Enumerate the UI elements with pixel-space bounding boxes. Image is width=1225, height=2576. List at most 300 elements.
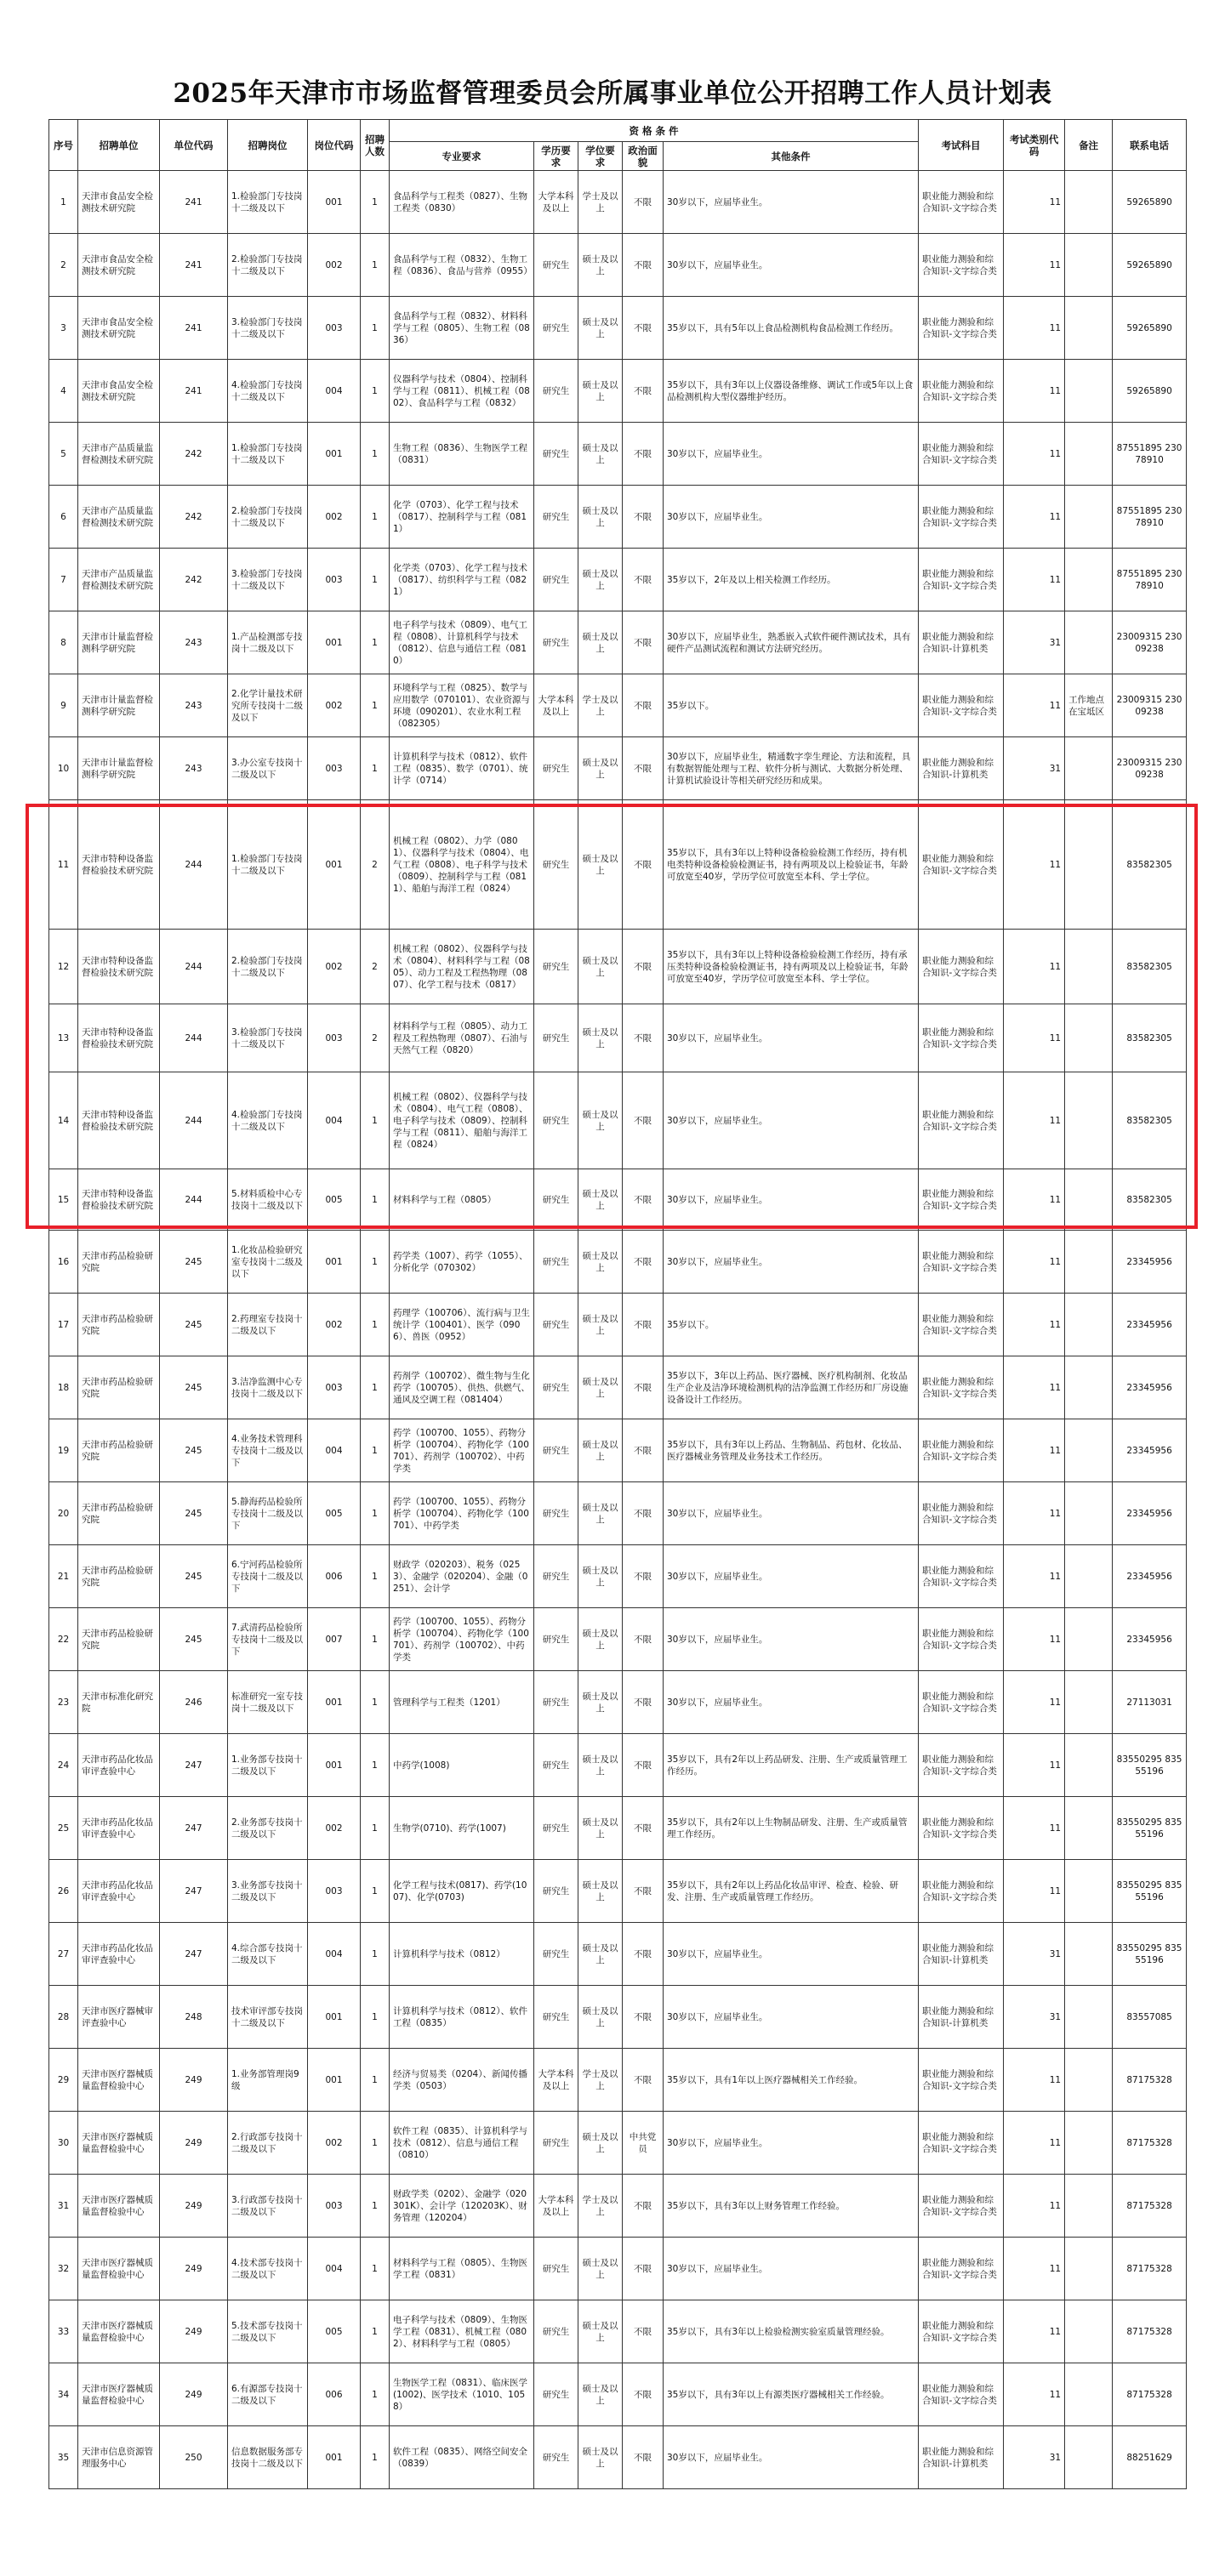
- cell-seq: 7: [49, 549, 78, 611]
- cell-unit-code: 244: [160, 1072, 228, 1169]
- cell-edu: 研究生: [534, 486, 578, 549]
- cell-unit: 天津市医疗器械质量监督检验中心: [78, 2238, 160, 2300]
- cell-political: 不限: [623, 1734, 664, 1797]
- cell-post-code: 003: [308, 1356, 361, 1419]
- table-body: [49, 171, 1187, 2489]
- cell-seq: 24: [49, 1734, 78, 1797]
- cell-political: 不限: [623, 549, 664, 611]
- cell-note: [1065, 800, 1113, 930]
- cell-edu: 研究生: [534, 549, 578, 611]
- cell-unit-code: 243: [160, 737, 228, 800]
- table-row: [49, 1482, 1187, 1545]
- cell-exam: 职业能力测验和综合知识-文字综合类: [919, 1419, 1004, 1482]
- cell-exam: 职业能力测验和综合知识-文字综合类: [919, 2238, 1004, 2300]
- page-title: 2025年天津市市场监督管理委员会所属事业单位公开招聘工作人员计划表: [173, 78, 1052, 109]
- cell-political: 不限: [623, 1608, 664, 1671]
- cell-major: 药学（100700、1055）、药物分析学（100704）、药物化学（100701）、中药学类: [390, 1482, 534, 1545]
- cell-political: 不限: [623, 297, 664, 360]
- cell-exam: 职业能力测验和综合知识-文字综合类: [919, 1072, 1004, 1169]
- cell-unit: 天津市医疗器械质量监督检验中心: [78, 2300, 160, 2363]
- cell-note: [1065, 1797, 1113, 1860]
- cell-phone: 59265890: [1113, 171, 1187, 234]
- cell-degree: 硕士及以上: [578, 737, 623, 800]
- cell-other: 35岁以下，具有3年以上检验检测实验室质量管理经验。: [664, 2300, 919, 2363]
- cell-phone: 59265890: [1113, 297, 1187, 360]
- cell-unit-code: 250: [160, 2426, 228, 2489]
- cell-exam-code: 11: [1004, 2112, 1065, 2175]
- cell-note: [1065, 2049, 1113, 2112]
- cell-unit: 天津市医疗器械质量监督检验中心: [78, 2112, 160, 2175]
- cell-post-code: 004: [308, 1923, 361, 1986]
- cell-edu: 研究生: [534, 1860, 578, 1923]
- cell-exam: 职业能力测验和综合知识-文字综合类: [919, 486, 1004, 549]
- cell-unit: 天津市药品化妆品审评查验中心: [78, 1860, 160, 1923]
- cell-note: [1065, 360, 1113, 423]
- cell-exam: 职业能力测验和综合知识-文字综合类: [919, 1860, 1004, 1923]
- cell-edu: 研究生: [534, 1608, 578, 1671]
- cell-other: 35岁以下。: [664, 1294, 919, 1356]
- cell-exam-code: 11: [1004, 360, 1065, 423]
- cell-exam-code: 11: [1004, 674, 1065, 737]
- cell-exam-code: 11: [1004, 2300, 1065, 2363]
- cell-phone: 23009315 23009238: [1113, 611, 1187, 674]
- cell-seq: 10: [49, 737, 78, 800]
- cell-note: [1065, 2175, 1113, 2238]
- cell-exam: 职业能力测验和综合知识-文字综合类: [919, 1797, 1004, 1860]
- cell-other: 30岁以下，应届毕业生。: [664, 234, 919, 297]
- cell-exam: 职业能力测验和综合知识-文字综合类: [919, 2300, 1004, 2363]
- cell-edu: 研究生: [534, 1294, 578, 1356]
- cell-seq: 25: [49, 1797, 78, 1860]
- cell-note: [1065, 737, 1113, 800]
- cell-seq: 26: [49, 1860, 78, 1923]
- cell-post-code: 001: [308, 611, 361, 674]
- cell-unit-code: 245: [160, 1419, 228, 1482]
- cell-unit: 天津市药品化妆品审评查验中心: [78, 1923, 160, 1986]
- cell-unit: 天津市特种设备监督检验技术研究院: [78, 800, 160, 930]
- cell-seq: 15: [49, 1169, 78, 1231]
- cell-exam-code: 31: [1004, 611, 1065, 674]
- cell-post: 1.业务部专技岗十二级及以下: [228, 1734, 308, 1797]
- cell-political: 不限: [623, 1860, 664, 1923]
- cell-major: 软件工程（0835）、网络空间安全（0839）: [390, 2426, 534, 2489]
- cell-exam: 职业能力测验和综合知识-计算机类: [919, 2426, 1004, 2489]
- cell-degree: 硕士及以上: [578, 1004, 623, 1072]
- cell-post: 6.有源部专技岗十二级及以下: [228, 2363, 308, 2426]
- cell-degree: 硕士及以上: [578, 1923, 623, 1986]
- cell-seq: 1: [49, 171, 78, 234]
- cell-other: 30岁以下，应届毕业生。: [664, 1608, 919, 1671]
- cell-post: 3.洁净监测中心专技岗十二级及以下: [228, 1356, 308, 1419]
- cell-degree: 硕士及以上: [578, 2363, 623, 2426]
- cell-count: 1: [361, 1419, 390, 1482]
- header-seq: 序号: [49, 120, 78, 171]
- cell-note: [1065, 611, 1113, 674]
- cell-major: 电子科学与技术（0809）、电气工程（0808）、计算机科学与技术（0812）、信息与通信工程（0810）: [390, 611, 534, 674]
- cell-count: 1: [361, 1734, 390, 1797]
- cell-seq: 11: [49, 800, 78, 930]
- cell-degree: 学士及以上: [578, 171, 623, 234]
- table-row: [49, 2238, 1187, 2300]
- cell-exam: 职业能力测验和综合知识-文字综合类: [919, 800, 1004, 930]
- cell-post-code: 004: [308, 360, 361, 423]
- cell-unit-code: 248: [160, 1986, 228, 2049]
- cell-post-code: 004: [308, 1419, 361, 1482]
- cell-exam: 职业能力测验和综合知识-文字综合类: [919, 1545, 1004, 1608]
- cell-exam: 职业能力测验和综合知识-文字综合类: [919, 2112, 1004, 2175]
- cell-major: 软件工程（0835）、计算机科学与技术（0812）、信息与通信工程（0810）: [390, 2112, 534, 2175]
- cell-degree: 硕士及以上: [578, 360, 623, 423]
- cell-exam: 职业能力测验和综合知识-文字综合类: [919, 549, 1004, 611]
- cell-seq: 3: [49, 297, 78, 360]
- cell-unit: 天津市计量监督检测科学研究院: [78, 737, 160, 800]
- cell-other: 30岁以下，应届毕业生。: [664, 486, 919, 549]
- table-row: [49, 1072, 1187, 1169]
- cell-phone: 83582305: [1113, 930, 1187, 1004]
- cell-exam-code: 11: [1004, 930, 1065, 1004]
- table-row: [49, 737, 1187, 800]
- cell-other: 30岁以下，应届毕业生。: [664, 1545, 919, 1608]
- cell-seq: 2: [49, 234, 78, 297]
- cell-exam: 职业能力测验和综合知识-文字综合类: [919, 1608, 1004, 1671]
- cell-unit: 天津市药品检验研究院: [78, 1545, 160, 1608]
- cell-other: 35岁以下，具有3年以上有源类医疗器械相关工作经验。: [664, 2363, 919, 2426]
- cell-seq: 19: [49, 1419, 78, 1482]
- cell-post-code: 001: [308, 171, 361, 234]
- cell-major: 化学（0703）、化学工程与技术（0817）、控制科学与工程（0811）: [390, 486, 534, 549]
- cell-edu: 研究生: [534, 1072, 578, 1169]
- cell-post: 2.药理室专技岗十二级及以下: [228, 1294, 308, 1356]
- cell-note: [1065, 1482, 1113, 1545]
- cell-edu: 研究生: [534, 800, 578, 930]
- cell-exam: 职业能力测验和综合知识-文字综合类: [919, 423, 1004, 486]
- cell-degree: 硕士及以上: [578, 1231, 623, 1294]
- header-phone: 联系电话: [1113, 120, 1187, 171]
- cell-seq: 35: [49, 2426, 78, 2489]
- header-note: 备注: [1065, 120, 1113, 171]
- cell-exam-code: 11: [1004, 1169, 1065, 1231]
- cell-political: 不限: [623, 1923, 664, 1986]
- cell-edu: 研究生: [534, 1004, 578, 1072]
- cell-political: 不限: [623, 1072, 664, 1169]
- cell-note: [1065, 2426, 1113, 2489]
- cell-exam: 职业能力测验和综合知识-文字综合类: [919, 1294, 1004, 1356]
- cell-seq: 16: [49, 1231, 78, 1294]
- table-row: [49, 2049, 1187, 2112]
- cell-degree: 硕士及以上: [578, 1671, 623, 1734]
- cell-note: [1065, 1169, 1113, 1231]
- cell-degree: 学士及以上: [578, 674, 623, 737]
- cell-post-code: 002: [308, 674, 361, 737]
- cell-edu: 大学本科及以上: [534, 674, 578, 737]
- cell-seq: 34: [49, 2363, 78, 2426]
- cell-exam-code: 11: [1004, 2049, 1065, 2112]
- cell-edu: 研究生: [534, 1986, 578, 2049]
- header-unit: 招聘单位: [78, 120, 160, 171]
- cell-seq: 28: [49, 1986, 78, 2049]
- cell-exam: 职业能力测验和综合知识-文字综合类: [919, 674, 1004, 737]
- cell-edu: 研究生: [534, 2300, 578, 2363]
- table-row: [49, 1986, 1187, 2049]
- cell-phone: 87175328: [1113, 2363, 1187, 2426]
- header-exam-code: 考试类别代码: [1004, 120, 1065, 171]
- cell-note: [1065, 2300, 1113, 2363]
- cell-exam-code: 11: [1004, 1004, 1065, 1072]
- cell-exam: 职业能力测验和综合知识-文字综合类: [919, 1356, 1004, 1419]
- cell-edu: 研究生: [534, 1734, 578, 1797]
- cell-major: 中药学(1008): [390, 1734, 534, 1797]
- cell-note: [1065, 1608, 1113, 1671]
- cell-degree: 学士及以上: [578, 2049, 623, 2112]
- cell-post-code: 005: [308, 1169, 361, 1231]
- cell-degree: 硕士及以上: [578, 611, 623, 674]
- cell-seq: 22: [49, 1608, 78, 1671]
- cell-major: 管理科学与工程类（1201）: [390, 1671, 534, 1734]
- cell-major: 化学工程与技术(0817)、药学(1007)、化学(0703): [390, 1860, 534, 1923]
- cell-political: 不限: [623, 1671, 664, 1734]
- cell-degree: 硕士及以上: [578, 1419, 623, 1482]
- cell-count: 1: [361, 2049, 390, 2112]
- header-other: 其他条件: [664, 142, 919, 171]
- cell-other: 30岁以下，应届毕业生。: [664, 1986, 919, 2049]
- cell-major: 机械工程（0802）、力学（0801）、仪器科学与技术（0804）、电气工程（0808）、电子科学与技术（0809）、控制科学与工程（0811）、船舶与海洋工程（0824）: [390, 800, 534, 930]
- cell-other: 30岁以下，应届毕业生。: [664, 1169, 919, 1231]
- cell-exam: 职业能力测验和综合知识-文字综合类: [919, 2049, 1004, 2112]
- cell-unit: 天津市药品检验研究院: [78, 1356, 160, 1419]
- cell-exam-code: 11: [1004, 1072, 1065, 1169]
- cell-political: 不限: [623, 2175, 664, 2238]
- cell-exam-code: 11: [1004, 171, 1065, 234]
- cell-edu: 研究生: [534, 1797, 578, 1860]
- cell-exam-code: 11: [1004, 549, 1065, 611]
- cell-exam: 职业能力测验和综合知识-文字综合类: [919, 171, 1004, 234]
- cell-major: 仪器科学与技术（0804）、控制科学与工程（0811）、机械工程（0802）、食品科学与工程（0832）: [390, 360, 534, 423]
- cell-post-code: 001: [308, 1986, 361, 2049]
- cell-political: 不限: [623, 2238, 664, 2300]
- cell-unit-code: 245: [160, 1294, 228, 1356]
- cell-edu: 研究生: [534, 2426, 578, 2489]
- cell-exam-code: 11: [1004, 1860, 1065, 1923]
- cell-post: 1.检验部门专技岗十二级及以下: [228, 800, 308, 930]
- cell-unit: 天津市药品检验研究院: [78, 1482, 160, 1545]
- cell-political: 不限: [623, 423, 664, 486]
- cell-count: 1: [361, 171, 390, 234]
- cell-other: 30岁以下，应届毕业生，熟悉嵌入式软件硬件测试技术，具有硬件产品测试流程和测试方法研究经历。: [664, 611, 919, 674]
- cell-other: 35岁以下，具有1年以上医疗器械相关工作经验。: [664, 2049, 919, 2112]
- cell-political: 不限: [623, 2363, 664, 2426]
- cell-exam-code: 11: [1004, 297, 1065, 360]
- cell-phone: 23009315 23009238: [1113, 674, 1187, 737]
- cell-phone: 83550295 83555196: [1113, 1860, 1187, 1923]
- cell-political: 不限: [623, 611, 664, 674]
- cell-exam-code: 11: [1004, 1797, 1065, 1860]
- cell-count: 1: [361, 2238, 390, 2300]
- table-row: [49, 1419, 1187, 1482]
- cell-degree: 硕士及以上: [578, 1356, 623, 1419]
- cell-major: 生物学(0710)、药学(1007): [390, 1797, 534, 1860]
- cell-exam-code: 31: [1004, 1986, 1065, 2049]
- cell-major: 化学类（0703）、化学工程与技术（0817）、纺织科学与工程（0821）: [390, 549, 534, 611]
- header-unit-code: 单位代码: [160, 120, 228, 171]
- cell-unit-code: 246: [160, 1671, 228, 1734]
- cell-major: 材料科学与工程（0805）、生物医学工程（0831）: [390, 2238, 534, 2300]
- table-row: [49, 1169, 1187, 1231]
- cell-unit: 天津市产品质量监督检测技术研究院: [78, 423, 160, 486]
- header-qualifications: 资 格 条 件: [390, 120, 919, 142]
- cell-edu: 研究生: [534, 1231, 578, 1294]
- cell-count: 2: [361, 1004, 390, 1072]
- cell-post-code: 004: [308, 2238, 361, 2300]
- cell-other: 35岁以下，3年以上药品、医疗器械、医疗机构制剂、化妆品生产企业及洁净环境检测机构的洁净监测工作经历和厂房设施设备设计工作经历。: [664, 1356, 919, 1419]
- cell-political: 不限: [623, 2426, 664, 2489]
- cell-unit: 天津市信息资源管理服务中心: [78, 2426, 160, 2489]
- cell-degree: 硕士及以上: [578, 1734, 623, 1797]
- cell-other: 30岁以下，应届毕业生。: [664, 1923, 919, 1986]
- cell-exam: 职业能力测验和综合知识-文字综合类: [919, 234, 1004, 297]
- cell-note: [1065, 1072, 1113, 1169]
- cell-note: [1065, 486, 1113, 549]
- cell-political: 不限: [623, 486, 664, 549]
- cell-phone: 87175328: [1113, 2300, 1187, 2363]
- cell-political: 不限: [623, 800, 664, 930]
- cell-political: 中共党员: [623, 2112, 664, 2175]
- header-edu: 学历要求: [534, 142, 578, 171]
- cell-note: [1065, 1004, 1113, 1072]
- cell-post: 2.检验部门专技岗十二级及以下: [228, 930, 308, 1004]
- cell-note: [1065, 1231, 1113, 1294]
- cell-edu: 研究生: [534, 360, 578, 423]
- cell-post: 6.宁河药品检验所专技岗十二级及以下: [228, 1545, 308, 1608]
- cell-seq: 8: [49, 611, 78, 674]
- cell-exam-code: 11: [1004, 1545, 1065, 1608]
- cell-seq: 33: [49, 2300, 78, 2363]
- cell-political: 不限: [623, 1986, 664, 2049]
- cell-unit: 天津市特种设备监督检验技术研究院: [78, 1072, 160, 1169]
- cell-unit-code: 241: [160, 234, 228, 297]
- cell-unit: 天津市药品检验研究院: [78, 1231, 160, 1294]
- cell-unit: 天津市药品化妆品审评查验中心: [78, 1734, 160, 1797]
- cell-exam-code: 11: [1004, 2175, 1065, 2238]
- cell-exam: 职业能力测验和综合知识-文字综合类: [919, 1482, 1004, 1545]
- cell-edu: 大学本科及以上: [534, 171, 578, 234]
- cell-exam-code: 11: [1004, 2238, 1065, 2300]
- cell-major: 药剂学（100702）、微生物与生化药学（100705）、供热、供燃气、通风及空调工程（081404）: [390, 1356, 534, 1419]
- cell-phone: 83582305: [1113, 800, 1187, 930]
- cell-unit: 天津市药品检验研究院: [78, 1608, 160, 1671]
- cell-count: 1: [361, 1356, 390, 1419]
- cell-seq: 23: [49, 1671, 78, 1734]
- cell-exam: 职业能力测验和综合知识-文字综合类: [919, 1671, 1004, 1734]
- table-row: [49, 297, 1187, 360]
- cell-degree: 硕士及以上: [578, 1797, 623, 1860]
- cell-post-code: 007: [308, 1608, 361, 1671]
- cell-phone: 83550295 83555196: [1113, 1923, 1187, 1986]
- cell-other: 30岁以下，应届毕业生。: [664, 1671, 919, 1734]
- cell-post-code: 002: [308, 1294, 361, 1356]
- cell-edu: 研究生: [534, 737, 578, 800]
- cell-edu: 研究生: [534, 1482, 578, 1545]
- cell-post: 5.静海药品检验所专技岗十二级及以下: [228, 1482, 308, 1545]
- cell-unit-code: 247: [160, 1860, 228, 1923]
- cell-unit: 天津市医疗器械审评查验中心: [78, 1986, 160, 2049]
- cell-other: 35岁以下，具有2年以上药品化妆品审评、检查、检验、研发、注册、生产或质量管理工作经历。: [664, 1860, 919, 1923]
- cell-edu: 研究生: [534, 1169, 578, 1231]
- cell-major: 食品科学与工程（0832）、材料科学与工程（0805）、生物工程（0836）: [390, 297, 534, 360]
- cell-other: 30岁以下，应届毕业生，精通数字孪生理论、方法和流程，具有数据智能处理与工程、软件分析与测试、大数据分析处理、计算机试验设计等相关研究经历和成果。: [664, 737, 919, 800]
- cell-exam-code: 11: [1004, 1231, 1065, 1294]
- cell-count: 1: [361, 1986, 390, 2049]
- cell-seq: 18: [49, 1356, 78, 1419]
- cell-exam: 职业能力测验和综合知识-文字综合类: [919, 1231, 1004, 1294]
- cell-phone: 83557085: [1113, 1986, 1187, 2049]
- cell-other: 30岁以下，应届毕业生。: [664, 2112, 919, 2175]
- cell-phone: 83550295 83555196: [1113, 1797, 1187, 1860]
- cell-edu: 大学本科及以上: [534, 2175, 578, 2238]
- cell-count: 1: [361, 1482, 390, 1545]
- cell-exam-code: 31: [1004, 1923, 1065, 1986]
- cell-unit-code: 242: [160, 549, 228, 611]
- cell-post: 3.检验部门专技岗十二级及以下: [228, 549, 308, 611]
- cell-other: 35岁以下，具有3年以上特种设备检验检测工作经历，持有机电类特种设备检验检测证书，持有两项及以上检验证书，年龄可放宽至40岁，学历学位可放宽至本科、学士学位。: [664, 800, 919, 930]
- cell-unit: 天津市产品质量监督检测技术研究院: [78, 549, 160, 611]
- cell-note: [1065, 234, 1113, 297]
- cell-count: 1: [361, 1608, 390, 1671]
- cell-degree: 硕士及以上: [578, 234, 623, 297]
- cell-unit: 天津市产品质量监督检测技术研究院: [78, 486, 160, 549]
- cell-count: 1: [361, 1671, 390, 1734]
- cell-count: 1: [361, 2363, 390, 2426]
- cell-phone: 23345956: [1113, 1482, 1187, 1545]
- cell-degree: 学士及以上: [578, 2175, 623, 2238]
- cell-count: 1: [361, 1860, 390, 1923]
- cell-post: 5.技术部专技岗十二级及以下: [228, 2300, 308, 2363]
- cell-count: 2: [361, 930, 390, 1004]
- cell-unit-code: 244: [160, 1169, 228, 1231]
- cell-phone: 83582305: [1113, 1004, 1187, 1072]
- cell-count: 1: [361, 611, 390, 674]
- cell-other: 35岁以下，具有2年以上生物制品研发、注册、生产或质量管理工作经历。: [664, 1797, 919, 1860]
- cell-edu: 研究生: [534, 930, 578, 1004]
- cell-political: 不限: [623, 674, 664, 737]
- cell-count: 1: [361, 674, 390, 737]
- cell-major: 食品科学与工程类（0827）、生物工程类（0830）: [390, 171, 534, 234]
- cell-exam: 职业能力测验和综合知识-文字综合类: [919, 360, 1004, 423]
- cell-degree: 硕士及以上: [578, 2426, 623, 2489]
- cell-count: 1: [361, 360, 390, 423]
- cell-major: 机械工程（0802）、仪器科学与技术（0804）、材料科学与工程（0805）、动力工程及工程热物理（0807）、化学工程与技术（0817）: [390, 930, 534, 1004]
- cell-unit-code: 244: [160, 930, 228, 1004]
- cell-exam-code: 11: [1004, 1734, 1065, 1797]
- cell-count: 1: [361, 486, 390, 549]
- cell-other: 35岁以下。: [664, 674, 919, 737]
- cell-post-code: 002: [308, 486, 361, 549]
- cell-other: 35岁以下，2年及以上相关检测工作经历。: [664, 549, 919, 611]
- cell-exam-code: 11: [1004, 1294, 1065, 1356]
- cell-post: 1.检验部门专技岗十二级及以下: [228, 171, 308, 234]
- cell-edu: 研究生: [534, 1545, 578, 1608]
- cell-unit: 天津市药品化妆品审评查验中心: [78, 1797, 160, 1860]
- cell-count: 1: [361, 1923, 390, 1986]
- cell-count: 1: [361, 1072, 390, 1169]
- cell-major: 财政学（020203）、税务（0253）、金融学（020204）、金融（0251）、会计学: [390, 1545, 534, 1608]
- cell-unit: 天津市食品安全检测技术研究院: [78, 171, 160, 234]
- cell-unit-code: 247: [160, 1797, 228, 1860]
- cell-phone: 23345956: [1113, 1294, 1187, 1356]
- cell-exam-code: 11: [1004, 234, 1065, 297]
- cell-post: 1.化妆品检验研究室专技岗十二级及以下: [228, 1231, 308, 1294]
- cell-exam: 职业能力测验和综合知识-文字综合类: [919, 297, 1004, 360]
- cell-unit-code: 242: [160, 423, 228, 486]
